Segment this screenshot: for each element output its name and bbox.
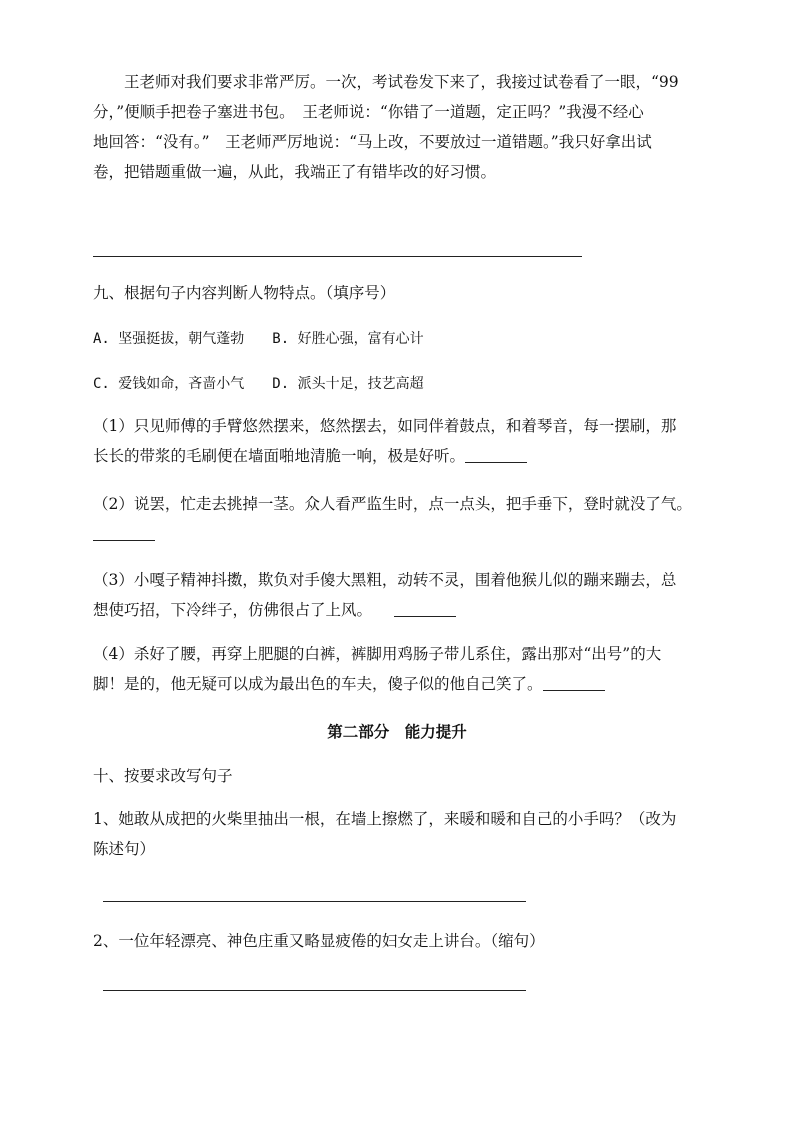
passage-line: 分，”便顺手把卷子塞进书包。 王老师说：“你错了一道题，定正吗？”我漫不经心 (93, 103, 644, 121)
answer-blank[interactable] (465, 446, 527, 463)
section-title: 第二部分 能力提升 (327, 722, 467, 741)
q9-sentence-4 (93, 639, 713, 699)
answer-blank[interactable] (543, 674, 605, 691)
answer-blank[interactable] (394, 600, 456, 617)
q9-title: 九、根据句子内容判断人物特点。（填序号） (93, 284, 396, 302)
q10-item-1 (93, 804, 713, 864)
sentence-line: （4）杀好了腰，再穿上肥腿的白裤，裤脚用鸡肠子带儿系住，露出那对“出号”的大 (93, 645, 662, 663)
q9-sentence-2 (93, 489, 713, 519)
sentence-line: （3）小嘎子精神抖擞，欺负对手傻大黑粗，动转不灵，围着他猴儿似的蹦来蹦去，总 (93, 571, 677, 589)
sentence-line: 1、她敢从成把的火柴里抽出一根，在墙上擦燃了，来暖和暖和自己的小手吗？（改为 (93, 810, 677, 828)
option-b: B. 好胜心强，富有心计 (272, 331, 424, 347)
option-d: D. 派头十足，技艺高超 (272, 376, 424, 392)
passage-line: 地回答：“没有。” 王老师严厉地说：“马上改，不要放过一道错题。”我只好拿出试 (93, 133, 652, 151)
q9-options-row-1 (93, 323, 713, 354)
q9-sentence-3 (93, 565, 713, 625)
q10-item-2: 2、一位年轻漂亮、神色庄重又略显疲倦的妇女走上讲台。（缩句） (93, 932, 545, 950)
sentence-line: 长长的带浆的毛刷便在墙面啪地清脆一响，极是好听。 (93, 447, 466, 465)
sentence-line: （2）说罢，忙走去挑掉一茎。众人看严监生时，点一点头，把手垂下，登时就没了气。 (93, 495, 692, 513)
q9-sentence-1 (93, 411, 713, 471)
answer-line[interactable] (103, 990, 526, 991)
sentence-line: （1）只见师傅的手臂悠然摆来，悠然摆去，如同伴着鼓点，和着琴音，每一摆刷，那 (93, 417, 677, 435)
q10-title: 十、按要求改写句子 (93, 767, 233, 785)
option-a: A. 坚强挺拔，朝气蓬勃 (93, 331, 245, 347)
q9-options-row-2 (93, 368, 713, 399)
passage-line: 王老师对我们要求非常严厉。一次，考试卷发下来了，我接过试卷看了一眼，“99 (124, 73, 679, 91)
answer-blank[interactable] (93, 540, 155, 541)
sentence-line: 陈述句） (93, 840, 156, 858)
answer-line[interactable] (93, 256, 582, 257)
answer-line[interactable] (103, 901, 526, 902)
sentence-line: 脚！是的，他无疑可以成为最出色的车夫，傻子似的他自己笑了。 (93, 675, 543, 693)
option-c: C. 爱钱如命，吝啬小气 (93, 376, 245, 392)
passage-line: 卷，把错题重做一遍，从此，我端正了有错毕改的好习惯。 (93, 163, 497, 181)
sentence-line: 想使巧招，下冷绊子，仿佛很占了上风。 (93, 601, 373, 619)
reading-passage (93, 67, 713, 187)
